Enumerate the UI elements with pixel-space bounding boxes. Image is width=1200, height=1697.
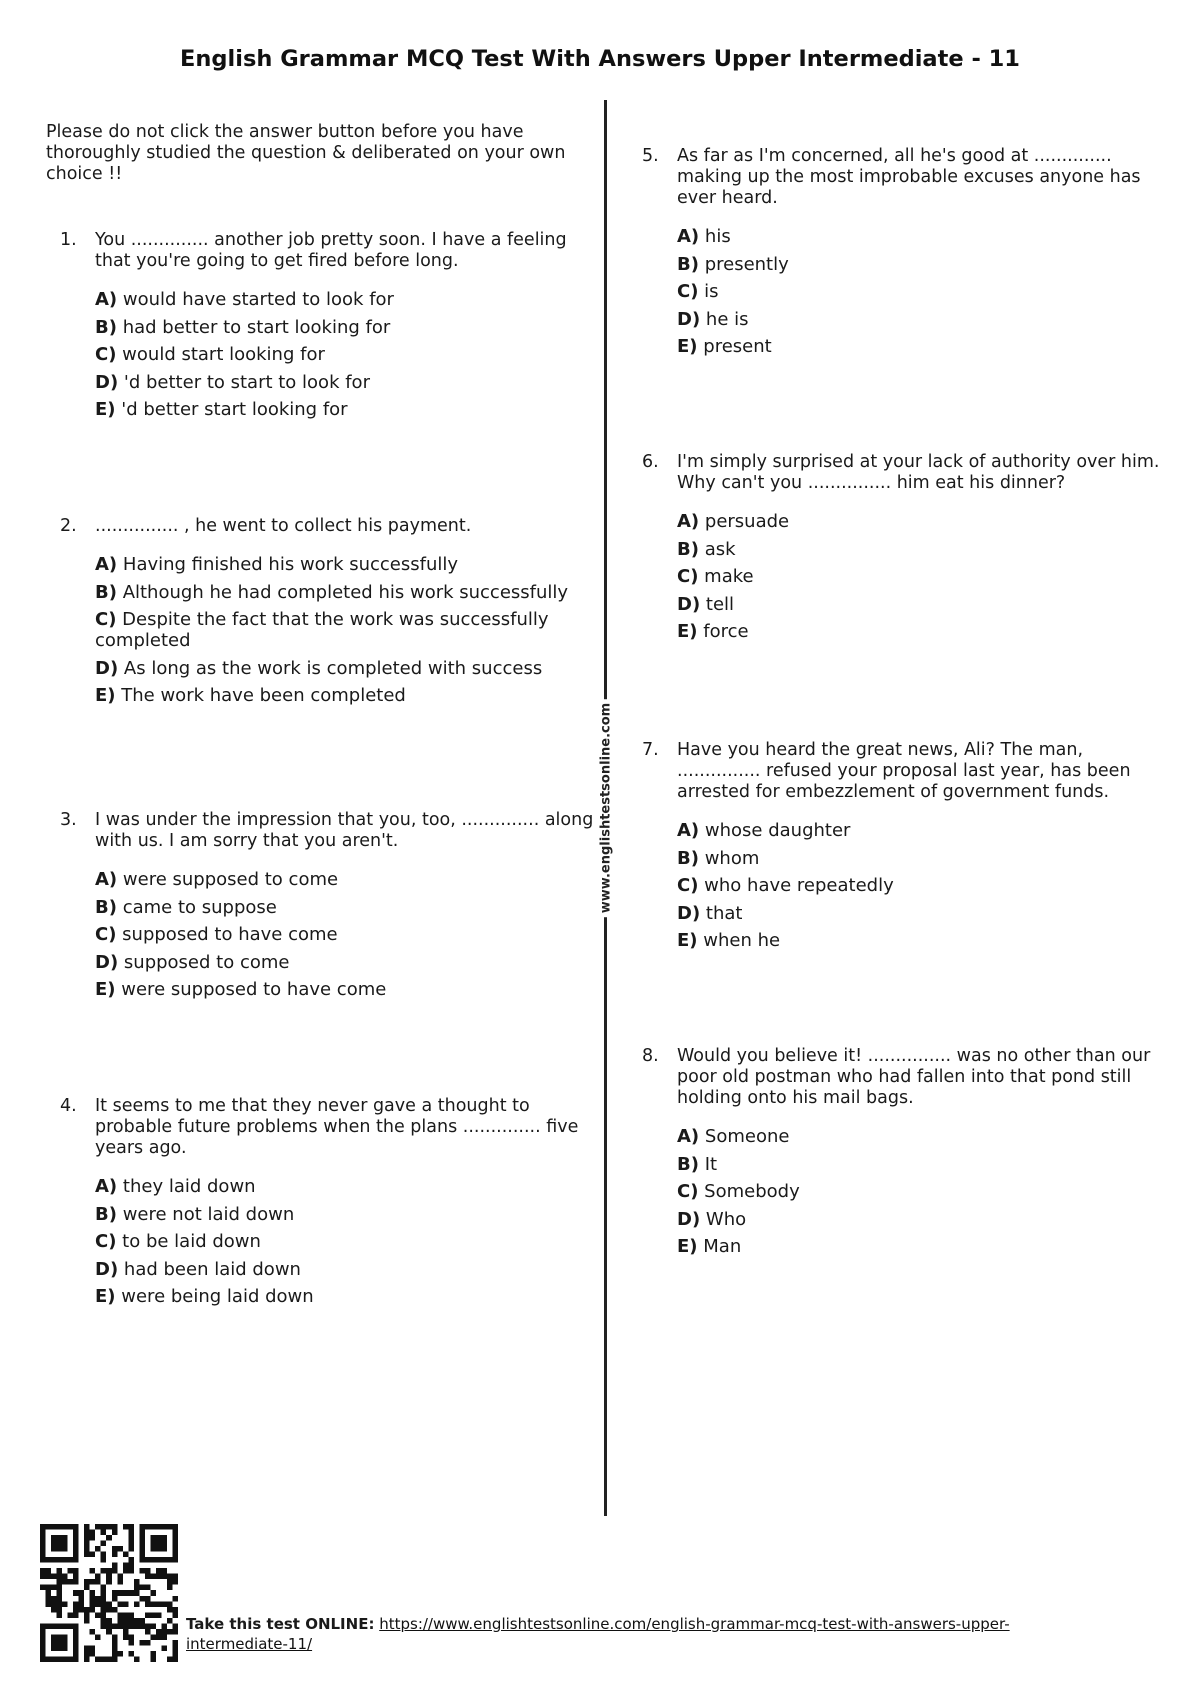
option-letter: C) [95, 609, 117, 630]
option-text: 'd better start looking for [121, 399, 348, 420]
option-letter: B) [95, 316, 117, 338]
option-letter: C) [677, 566, 699, 587]
question-text: You .............. another job pretty soon. I have a feeling that you're going to get fired before long. [95, 230, 567, 271]
option[interactable] [677, 309, 1168, 330]
option-letter: D) [677, 902, 701, 924]
option-letter: E) [95, 685, 116, 706]
site-watermark: www.englishtestsonline.com [599, 699, 614, 917]
question [628, 146, 1168, 364]
question-text: As far as I'm concerned, all he's good at .............. making up the most improbable excuses anyone has ever heard. [677, 146, 1141, 208]
question-text: Would you believe it! ............... was no other than our poor old postman who had fallen into that pond still holding onto his mail bags. [677, 1046, 1151, 1108]
question-number: 8. [642, 1046, 659, 1066]
option[interactable] [95, 582, 594, 603]
option-text: had been laid down [123, 1258, 301, 1280]
footer [186, 1614, 1086, 1654]
options-list [677, 226, 1168, 357]
option[interactable] [677, 930, 1168, 951]
options-list [95, 554, 594, 706]
option-text: supposed to come [123, 951, 290, 973]
question-number: 7. [642, 740, 659, 760]
option-text: were being laid down [121, 1286, 314, 1307]
option[interactable] [677, 1181, 1168, 1202]
question-text: It seems to me that they never gave a thought to probable future problems when the plans .............. five years ago. [95, 1096, 579, 1158]
footer-label: Take this test ONLINE: [186, 1615, 375, 1633]
options-list [95, 1176, 594, 1307]
option-text: Who [705, 1208, 747, 1230]
option-letter: E) [677, 1236, 698, 1257]
question-text: I'm simply surprised at your lack of authority over him. Why can't you ............... him eat his dinner? [677, 452, 1160, 493]
option-letter: C) [677, 281, 699, 302]
option-text: who have repeatedly [704, 875, 894, 896]
options-list [95, 289, 594, 420]
option[interactable] [95, 317, 594, 338]
option[interactable] [677, 281, 1168, 302]
option-letter: C) [677, 1181, 699, 1202]
question-text: ............... , he went to collect his payment. [95, 516, 472, 536]
question-text: Have you heard the great news, Ali? The man, ............... refused your proposal last year, has been arrested for embezzlement of government funds. [677, 740, 1131, 802]
option[interactable] [677, 848, 1168, 869]
option-text: Man [703, 1236, 742, 1257]
option-text: persuade [704, 511, 790, 532]
option-text: Despite the fact that the work was successfully completed [95, 609, 549, 651]
options-list [677, 511, 1168, 642]
option-letter: A) [677, 511, 700, 532]
option-text: Somebody [704, 1181, 800, 1202]
option-text: The work have been completed [121, 685, 406, 706]
option-text: would have started to look for [122, 289, 394, 310]
options-list [677, 820, 1168, 951]
option-text: were supposed to come [122, 869, 339, 890]
option-letter: A) [95, 869, 118, 890]
option[interactable] [677, 1209, 1168, 1230]
option-text: to be laid down [122, 1231, 261, 1252]
option[interactable] [677, 336, 1168, 357]
option-text: his [704, 226, 731, 247]
option[interactable] [95, 1231, 594, 1252]
question-number: 6. [642, 452, 659, 472]
option-letter: E) [677, 336, 698, 357]
option[interactable] [677, 1236, 1168, 1257]
option-letter: C) [95, 1231, 117, 1252]
question [628, 1046, 1168, 1264]
intro-note: Please do not click the answer button before you have thoroughly studied the question & deliberated on your own choice !! [46, 122, 566, 184]
option-letter: D) [95, 657, 119, 679]
question [628, 740, 1168, 958]
option[interactable] [95, 952, 594, 973]
option-letter: B) [95, 896, 117, 918]
option-letter: A) [95, 1176, 118, 1197]
option-letter: E) [677, 930, 698, 951]
option-letter: B) [95, 581, 117, 603]
qr-code-icon[interactable] [40, 1524, 178, 1662]
option-letter: B) [677, 1153, 699, 1175]
option-letter: A) [677, 226, 700, 247]
option[interactable] [95, 897, 594, 918]
option-text: Having finished his work successfully [122, 554, 459, 575]
option[interactable] [95, 372, 594, 393]
option-letter: B) [677, 538, 699, 560]
option-letter: D) [677, 308, 701, 330]
option-text: ask [704, 538, 736, 560]
option[interactable] [677, 875, 1168, 896]
option[interactable] [95, 1286, 594, 1307]
option[interactable] [677, 226, 1168, 247]
option[interactable] [95, 979, 594, 1000]
option[interactable] [95, 1204, 594, 1225]
option-text: were supposed to have come [121, 979, 387, 1000]
question [46, 1096, 594, 1314]
option-text: 'd better to start to look for [123, 371, 370, 393]
option-letter: E) [677, 621, 698, 642]
page-title: English Grammar MCQ Test With Answers Upper Intermediate - 11 [180, 46, 1020, 72]
question-number: 5. [642, 146, 659, 166]
option-letter: B) [95, 1203, 117, 1225]
option[interactable] [677, 539, 1168, 560]
option[interactable] [677, 511, 1168, 532]
option[interactable] [95, 869, 594, 890]
option[interactable] [95, 1176, 594, 1197]
option-letter: D) [95, 371, 119, 393]
question-number: 1. [60, 230, 77, 250]
option-text: came to suppose [122, 896, 277, 918]
question-number: 4. [60, 1096, 77, 1116]
option[interactable] [677, 621, 1168, 642]
option[interactable] [677, 903, 1168, 924]
option[interactable] [95, 685, 594, 706]
option-text: Although he had completed his work successfully [122, 581, 569, 603]
option[interactable] [95, 554, 594, 575]
option[interactable] [677, 1154, 1168, 1175]
question-number: 3. [60, 810, 77, 830]
option-text: It [704, 1153, 718, 1175]
option-text: that [705, 902, 743, 924]
question [46, 810, 594, 1007]
option-text: were not laid down [122, 1203, 295, 1225]
option-text: had better to start looking for [122, 316, 391, 338]
option[interactable] [95, 289, 594, 310]
option-text: tell [705, 593, 735, 615]
option[interactable] [95, 1259, 594, 1280]
option-letter: E) [95, 979, 116, 1000]
question-number: 2. [60, 516, 77, 536]
option-letter: D) [95, 1258, 119, 1280]
option[interactable] [95, 344, 594, 365]
option-text: Someone [704, 1126, 790, 1147]
option-text: force [703, 621, 749, 642]
option-text: they laid down [122, 1176, 256, 1197]
option[interactable] [95, 399, 594, 420]
option-text: he is [705, 308, 749, 330]
option[interactable] [677, 820, 1168, 841]
options-list [95, 869, 594, 1000]
option-text: whose daughter [704, 820, 851, 841]
question [628, 452, 1168, 649]
option-text: present [703, 336, 772, 357]
option-letter: D) [95, 951, 119, 973]
option-text: whom [704, 847, 760, 869]
option-letter: B) [677, 847, 699, 869]
option-letter: A) [95, 289, 118, 310]
option-letter: D) [677, 593, 701, 615]
option-letter: D) [677, 1208, 701, 1230]
question-text: I was under the impression that you, too, .............. along with us. I am sorry that you aren't. [95, 810, 594, 851]
option[interactable] [677, 566, 1168, 587]
option-letter: C) [95, 924, 117, 945]
option[interactable] [677, 1126, 1168, 1147]
option-text: make [704, 566, 754, 587]
test-online-link[interactable]: https://www.englishtestsonline.com/english-grammar-mcq-test-with-answers-upper-intermediate-11/ [186, 1615, 1010, 1653]
options-list [677, 1126, 1168, 1257]
option-text: when he [703, 930, 781, 951]
option-letter: C) [95, 344, 117, 365]
option-text: As long as the work is completed with success [123, 657, 543, 679]
option-text: presently [704, 253, 789, 275]
question [46, 516, 594, 713]
option[interactable] [95, 658, 594, 679]
option-letter: A) [677, 820, 700, 841]
option-letter: E) [95, 1286, 116, 1307]
option-text: supposed to have come [122, 924, 338, 945]
option-text: would start looking for [122, 344, 325, 365]
option-letter: A) [95, 554, 118, 575]
option-letter: E) [95, 399, 116, 420]
option-letter: B) [677, 253, 699, 275]
option-text: is [704, 281, 719, 302]
option[interactable] [95, 609, 594, 651]
option-letter: A) [677, 1126, 700, 1147]
question [46, 230, 594, 427]
option[interactable] [95, 924, 594, 945]
option[interactable] [677, 254, 1168, 275]
option-letter: C) [677, 875, 699, 896]
option[interactable] [677, 594, 1168, 615]
